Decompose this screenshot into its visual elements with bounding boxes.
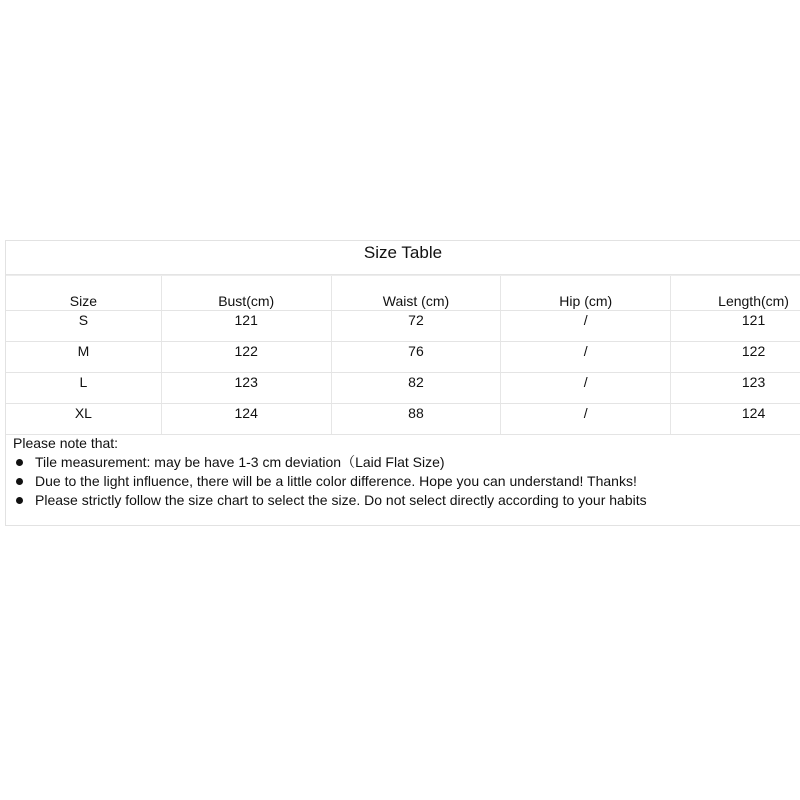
- note-text: Due to the light influence, there will be a little color difference. Hope you can understand! Thanks!: [35, 473, 637, 489]
- cell-bust: [162, 342, 332, 372]
- cell-waist: [332, 404, 502, 434]
- cell-bust: [162, 373, 332, 403]
- table-row: [6, 311, 800, 342]
- header-label: Hip (cm): [559, 293, 613, 309]
- bullet-icon: [16, 497, 23, 504]
- header-label: Waist (cm): [382, 293, 450, 309]
- cell-value: M: [77, 343, 90, 359]
- cell-value: /: [583, 312, 588, 328]
- header-cell-size: [6, 276, 162, 310]
- cell-value: 88: [408, 405, 424, 421]
- size-table: [6, 275, 800, 435]
- size-table-title: Size Table: [6, 241, 800, 275]
- cell-value: S: [78, 312, 89, 328]
- cell-value: 123: [741, 374, 766, 390]
- cell-hip: [501, 311, 671, 341]
- table-row: [6, 373, 800, 404]
- bullet-icon: [16, 459, 23, 466]
- header-cell-length: [671, 276, 800, 310]
- cell-value: 82: [408, 374, 424, 390]
- note-item: [13, 453, 793, 472]
- cell-value: 121: [741, 312, 766, 328]
- table-row: [6, 342, 800, 373]
- cell-value: L: [79, 374, 88, 390]
- cell-hip: [501, 404, 671, 434]
- cell-value: /: [583, 374, 588, 390]
- table-header-row: [6, 275, 800, 311]
- cell-waist: [332, 311, 502, 341]
- cell-value: 124: [741, 405, 766, 421]
- cell-length: [671, 311, 800, 341]
- note-text: Tile measurement: may be have 1-3 cm deviation（Laid Flat Size): [35, 454, 445, 470]
- cell-value: 123: [234, 374, 258, 390]
- header-label: Length(cm): [718, 293, 789, 309]
- cell-value: XL: [74, 405, 92, 421]
- cell-value: 122: [741, 343, 766, 359]
- cell-length: [671, 404, 800, 434]
- note-item: [13, 472, 793, 491]
- note-item: [13, 491, 793, 510]
- notes-heading: Please note that:: [13, 435, 119, 451]
- cell-hip: [501, 342, 671, 372]
- cell-waist: [332, 373, 502, 403]
- cell-size: [6, 373, 162, 403]
- note-text: Please strictly follow the size chart to select the size. Do not select directly according to your habits: [35, 492, 647, 508]
- cell-hip: [501, 373, 671, 403]
- header-cell-bust: [162, 276, 332, 310]
- cell-value: /: [583, 405, 588, 421]
- cell-size: [6, 404, 162, 434]
- cell-size: [6, 311, 162, 341]
- cell-value: /: [583, 343, 588, 359]
- table-row: [6, 404, 800, 435]
- size-chart: [5, 240, 800, 526]
- cell-size: [6, 342, 162, 372]
- cell-value: 72: [408, 312, 424, 328]
- header-label: Size: [69, 293, 98, 309]
- header-cell-waist: [332, 276, 502, 310]
- cell-bust: [162, 404, 332, 434]
- notes-list: [13, 453, 793, 510]
- cell-value: 76: [408, 343, 424, 359]
- size-notes: [13, 434, 793, 510]
- cell-waist: [332, 342, 502, 372]
- cell-bust: [162, 311, 332, 341]
- header-cell-hip: [501, 276, 671, 310]
- cell-value: 122: [234, 343, 258, 359]
- cell-value: 124: [234, 405, 258, 421]
- bullet-icon: [16, 478, 23, 485]
- header-label: Bust(cm): [218, 293, 275, 309]
- cell-value: 121: [234, 312, 258, 328]
- cell-length: [671, 342, 800, 372]
- cell-length: [671, 373, 800, 403]
